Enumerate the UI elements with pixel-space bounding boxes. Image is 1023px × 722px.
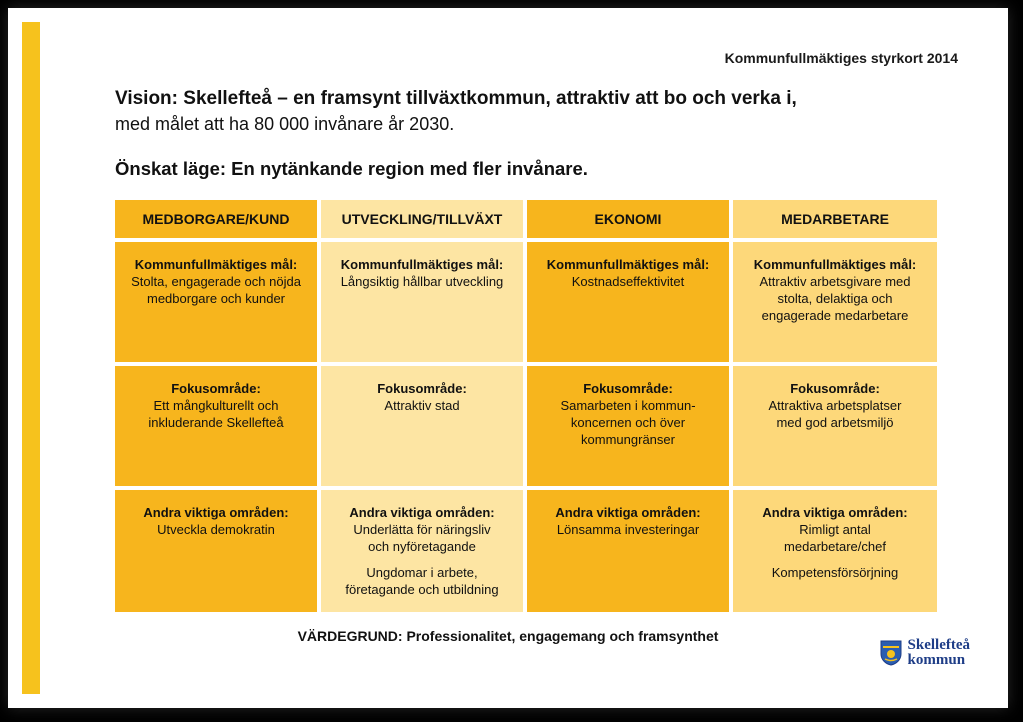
goal-cell-staff (733, 242, 937, 362)
focus-cell-staff (733, 366, 937, 486)
column-header-economy: EKONOMI (527, 200, 729, 238)
goal-cell-growth (321, 242, 523, 362)
accent-bar (22, 22, 40, 694)
other-cell-citizen (115, 490, 317, 612)
goal-text: stolta, delaktiga och (777, 291, 893, 306)
focus-cell-economy (527, 366, 729, 486)
focus-text: Ett mångkulturellt och (153, 398, 279, 413)
column-header-staff: MEDARBETARE (733, 200, 937, 238)
vision-statement (115, 86, 955, 136)
focus-text: Attraktiva arbetsplatser (768, 398, 902, 413)
focus-text: Samarbeten i kommun- (560, 398, 696, 413)
other-cell-growth (321, 490, 523, 612)
goal-label: Kommunfullmäktiges mål: (753, 257, 917, 272)
other-label: Andra viktiga områden: (349, 505, 495, 520)
scorecard-title: Kommunfullmäktiges styrkort 2014 (724, 50, 958, 66)
other-text: och nyföretagande (368, 539, 476, 554)
coat-of-arms-icon (880, 640, 902, 666)
goal-label: Kommunfullmäktiges mål: (546, 257, 710, 272)
focus-text: med god arbetsmiljö (776, 415, 894, 430)
focus-label: Fokusområde: (171, 381, 261, 396)
goal-text: medborgare och kunder (146, 291, 286, 306)
focus-label: Fokusområde: (790, 381, 880, 396)
other-text: Lönsamma investeringar (556, 522, 700, 537)
vision-line-1: Vision: Skellefteå – en framsynt tillväxtkommun, attraktiv att bo och verka i, (115, 88, 797, 109)
column-header-growth: UTVECKLING/TILLVÄXT (321, 200, 523, 238)
vision-line-2: med målet att ha 80 000 invånare år 2030. (115, 114, 455, 134)
focus-text: Attraktiv stad (384, 398, 460, 413)
focus-text: inkluderande Skellefteå (148, 415, 284, 430)
focus-label: Fokusområde: (377, 381, 467, 396)
other-text: Utveckla demokratin (157, 522, 275, 537)
other-label: Andra viktiga områden: (143, 505, 289, 520)
other-text: Rimligt antal (799, 522, 871, 537)
goal-text: Långsiktig hållbar utveckling (340, 274, 504, 289)
goal-text: engagerade medarbetare (761, 308, 909, 323)
goal-cell-economy (527, 242, 729, 362)
desired-state: Önskat läge: En nytänkande region med fler invånare. (115, 158, 588, 179)
logo-line-2: kommun (907, 652, 966, 668)
other-label: Andra viktiga områden: (762, 505, 908, 520)
focus-cell-citizen (115, 366, 317, 486)
goal-text: Attraktiv arbetsgivare med (759, 274, 911, 289)
municipality-logo (880, 638, 970, 668)
values-statement: VÄRDEGRUND: Professionalitet, engagemang och framsynthet (297, 628, 719, 644)
goal-text: Kostnadseffektivitet (571, 274, 685, 289)
goal-cell-citizen (115, 242, 317, 362)
column-header-citizen: MEDBORGARE/KUND (115, 200, 317, 238)
scorecard-grid (115, 200, 937, 612)
other-text: medarbetare/chef (784, 539, 886, 554)
goal-label: Kommunfullmäktiges mål: (134, 257, 298, 272)
logo-line-1: Skellefteå (907, 637, 970, 653)
focus-cell-growth (321, 366, 523, 486)
other-cell-staff (733, 490, 937, 612)
slide (8, 8, 1008, 708)
other-text-extra: Ungdomar i arbete, (366, 565, 478, 580)
focus-text: kommungränser (581, 432, 675, 447)
other-label: Andra viktiga områden: (555, 505, 701, 520)
goal-text: Stolta, engagerade och nöjda (131, 274, 301, 289)
other-text-extra: Kompetensförsörjning (771, 565, 899, 580)
focus-text: koncernen och över (570, 415, 686, 430)
other-cell-economy (527, 490, 729, 612)
other-text-extra: företagande och utbildning (345, 582, 499, 597)
focus-label: Fokusområde: (583, 381, 673, 396)
other-text: Underlätta för näringsliv (353, 522, 491, 537)
goal-label: Kommunfullmäktiges mål: (340, 257, 504, 272)
